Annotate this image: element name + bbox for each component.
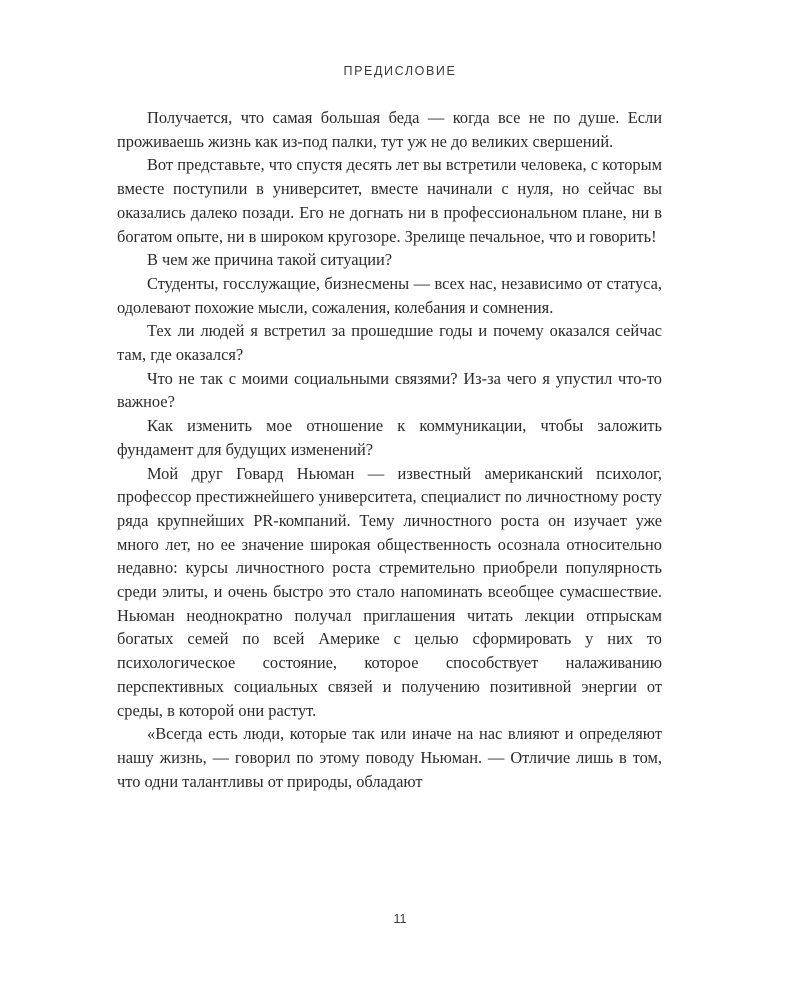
paragraph-2: Вот представьте, что спустя десять лет вы встретили человека, с которым вместе поступили в университет, вместе начинали с нуля, но сейчас вы оказались далеко позади. Его не догнать ни в профессиональном плане, ни в богатом опыте, ни в широком кругозоре. Зрелище печальное, что и говорить! (117, 155, 662, 246)
body-text (117, 106, 662, 793)
paragraph-5: Тех ли людей я встретил за прошедшие годы и почему оказался сейчас там, где оказался? (117, 321, 662, 365)
paragraph-9: «Всегда есть люди, которые так или иначе на нас влияют и определяют нашу жизнь, — говорил по этому поводу Ньюман. — Отличие лишь в том, что одни талантливы от природы, обладают (117, 724, 662, 791)
paragraph-6: Что не так с моими социальными связями? Из-за чего я упустил что-то важное? (117, 368, 662, 412)
paragraph-7: Как изменить мое отношение к коммуникации, чтобы заложить фундамент для будущих изменений? (117, 416, 662, 459)
paragraph-3: В чем же причина такой ситуации? (147, 250, 393, 270)
paragraph-4: Студенты, госслужащие, бизнесмены — всех нас, независимо от статуса, одолевают похожие мысли, сожаления, колебания и сомнения. (117, 273, 662, 317)
page-number: 11 (393, 912, 407, 926)
paragraph-1: Получается, что самая большая беда — когда все не по душе. Если проживаешь жизнь как из-под палки, тут уж не до великих свершений. (117, 108, 662, 151)
paragraph-8: Мой друг Говард Ньюман — известный американский психолог, профессор престижнейшего университета, специалист по личностному росту ряда крупнейших PR-компаний. Тему личностного роста он изучает уже много лет, но ее значение широкая общественность осознала относительно недавно: курсы личностного роста стремительно приобрели популярность среди элиты, и очень быстро это стало напоминать всеобщее сумасшествие. Ньюман неоднократно получал приглашения читать лекции отпрыскам богатых семей по всей Америке с целью сформировать у них то психологическое состояние, которое способствует налаживанию перспективных социальных связей и получению позитивной энергии от среды, в которой они растут. (117, 463, 662, 720)
running-head: ПРЕДИСЛОВИЕ (343, 64, 457, 78)
